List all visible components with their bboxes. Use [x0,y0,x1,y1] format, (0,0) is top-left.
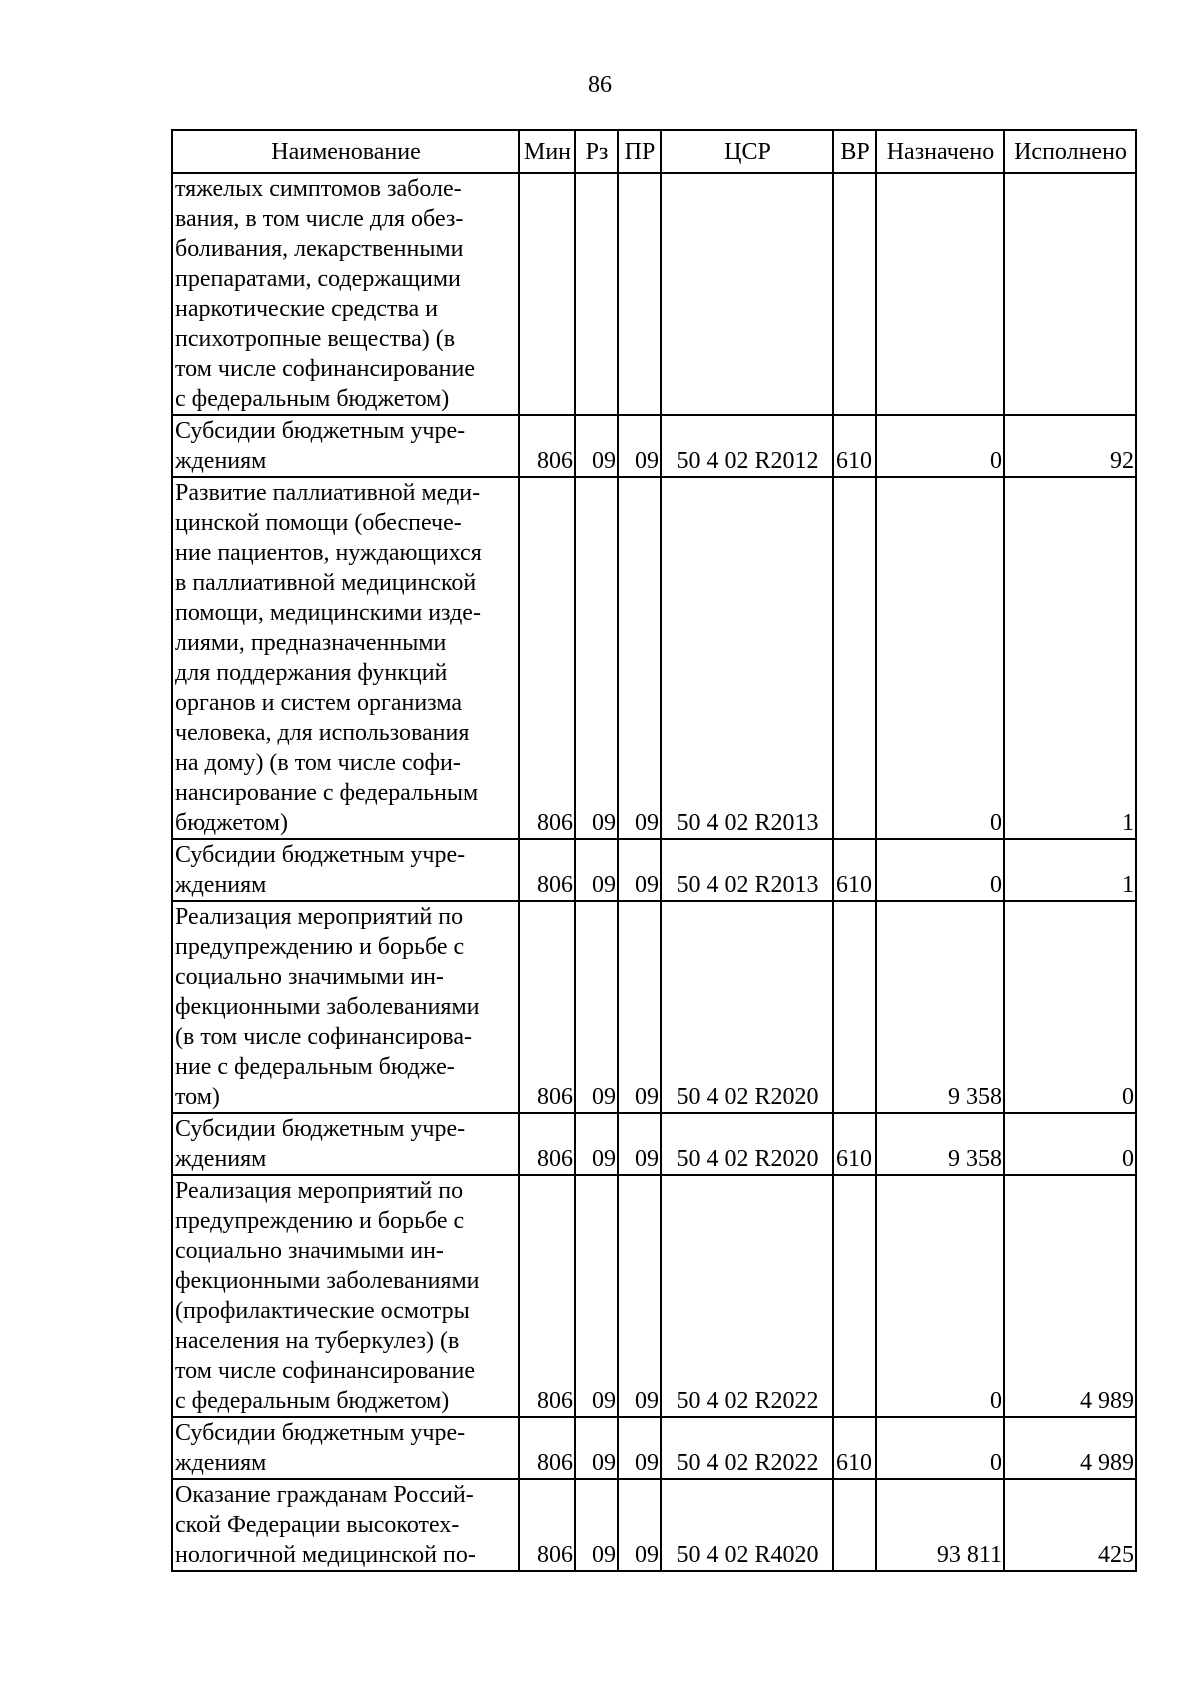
cell-name [172,1417,519,1479]
cell-vr [833,477,876,839]
name-line: предупреждению и борьбе с [175,1208,465,1234]
cell-name [172,415,519,477]
cell-rz: 09 [575,477,618,839]
name-line: на дому) (в том числе софи- [175,750,461,776]
header-name: Наименование [172,130,519,173]
cell-pr: 09 [618,1113,661,1175]
cell-rz: 09 [575,1417,618,1479]
cell-csr: 50 4 02 R2022 [661,1175,833,1417]
cell-executed: 1 [1004,839,1136,901]
header-assigned: Назначено [876,130,1004,173]
cell-assigned: 0 [876,477,1004,839]
cell-pr: 09 [618,477,661,839]
table-row [172,477,1136,839]
name-line: Реализация мероприятий по [175,904,464,930]
name-line: тяжелых симптомов заболе- [175,176,462,202]
cell-vr [833,173,876,415]
budget-execution-table [171,129,1137,1572]
name-line: Субсидии бюджетным учре- [175,1116,466,1142]
header-min: Мин [519,130,575,173]
cell-rz: 09 [575,1175,618,1417]
cell-vr: 610 [833,415,876,477]
cell-min: 806 [519,477,575,839]
name-line: ние пациентов, нуждающихся [175,540,482,566]
name-line: ние с федеральным бюдже- [175,1054,455,1080]
cell-assigned: 0 [876,1175,1004,1417]
cell-csr: 50 4 02 R2020 [661,1113,833,1175]
cell-rz [575,173,618,415]
cell-vr: 610 [833,1113,876,1175]
name-line: человека, для использования [175,720,470,746]
name-line: в паллиативной медицинской [175,570,477,596]
cell-rz: 09 [575,839,618,901]
cell-name [172,1479,519,1571]
cell-pr: 09 [618,1417,661,1479]
table-row [172,901,1136,1113]
name-line: ской Федерации высокотех- [175,1512,460,1538]
cell-min: 806 [519,1417,575,1479]
name-line: Субсидии бюджетным учре- [175,842,466,868]
cell-assigned: 0 [876,1417,1004,1479]
name-line: психотропные вещества) (в [175,326,456,352]
cell-name [172,901,519,1113]
header-csr: ЦСР [661,130,833,173]
name-line: Развитие паллиативной меди- [175,480,481,506]
name-line: Субсидии бюджетным учре- [175,1420,466,1446]
name-line: с федеральным бюджетом) [175,386,450,412]
cell-executed: 0 [1004,901,1136,1113]
cell-pr: 09 [618,839,661,901]
name-line: том числе софинансирование [175,356,475,382]
name-line: лиями, предназначенными [175,630,447,656]
cell-name [172,1175,519,1417]
cell-rz: 09 [575,1479,618,1571]
name-line: нологичной медицинской по- [175,1542,476,1568]
cell-min: 806 [519,901,575,1113]
name-line: цинской помощи (обеспече- [175,510,462,536]
table-row [172,173,1136,415]
cell-csr: 50 4 02 R2013 [661,477,833,839]
cell-executed: 92 [1004,415,1136,477]
header-executed: Исполнено [1004,130,1136,173]
name-line: ждениям [175,872,267,898]
table-row [172,1479,1136,1571]
cell-min: 806 [519,1479,575,1571]
cell-rz: 09 [575,415,618,477]
cell-name [172,477,519,839]
cell-csr: 50 4 02 R4020 [661,1479,833,1571]
name-line: вания, в том числе для обез- [175,206,464,232]
name-line: фекционными заболеваниями [175,994,480,1020]
header-pr: ПР [618,130,661,173]
cell-name [172,839,519,901]
header-rz: Рз [575,130,618,173]
cell-min: 806 [519,1113,575,1175]
name-line: с федеральным бюджетом) [175,1388,450,1414]
cell-vr [833,1479,876,1571]
cell-csr: 50 4 02 R2020 [661,901,833,1113]
cell-name [172,173,519,415]
name-line: (профилактические осмотры [175,1298,470,1324]
cell-assigned: 0 [876,415,1004,477]
name-line: населения на туберкулез) (в [175,1328,460,1354]
name-line: препаратами, содержащими [175,266,461,292]
cell-executed: 4 989 [1004,1175,1136,1417]
name-line: для поддержания функций [175,660,448,686]
name-line: том) [175,1084,220,1110]
cell-csr: 50 4 02 R2022 [661,1417,833,1479]
name-line: бюджетом) [175,810,288,836]
name-line: том числе софинансирование [175,1358,475,1384]
cell-name [172,1113,519,1175]
cell-pr [618,173,661,415]
name-line: нансирование с федеральным [175,780,479,806]
cell-csr: 50 4 02 R2013 [661,839,833,901]
cell-assigned: 9 358 [876,901,1004,1113]
header-row [172,130,1136,173]
cell-pr: 09 [618,415,661,477]
table-body [172,173,1136,1571]
cell-pr: 09 [618,901,661,1113]
name-line: социально значимыми ин- [175,1238,444,1264]
name-line: Реализация мероприятий по [175,1178,464,1204]
name-line: фекционными заболеваниями [175,1268,480,1294]
cell-csr [661,173,833,415]
cell-vr: 610 [833,839,876,901]
table-row [172,839,1136,901]
name-line: ждениям [175,1450,267,1476]
table-row [172,1175,1136,1417]
cell-vr: 610 [833,1417,876,1479]
cell-rz: 09 [575,1113,618,1175]
cell-min: 806 [519,839,575,901]
cell-executed: 425 [1004,1479,1136,1571]
table-row [172,415,1136,477]
cell-assigned [876,173,1004,415]
cell-vr [833,901,876,1113]
cell-assigned: 0 [876,839,1004,901]
name-line: Оказание гражданам Россий- [175,1482,474,1508]
name-line: социально значимыми ин- [175,964,444,990]
page-number: 86 [588,72,612,98]
name-line: ждениям [175,1146,267,1172]
name-line: органов и систем организма [175,690,462,716]
cell-executed [1004,173,1136,415]
cell-vr [833,1175,876,1417]
cell-pr: 09 [618,1175,661,1417]
cell-pr: 09 [618,1479,661,1571]
cell-executed: 1 [1004,477,1136,839]
table-row [172,1113,1136,1175]
cell-min: 806 [519,415,575,477]
cell-executed: 0 [1004,1113,1136,1175]
cell-executed: 4 989 [1004,1417,1136,1479]
cell-assigned: 93 811 [876,1479,1004,1571]
name-line: Субсидии бюджетным учре- [175,418,466,444]
name-line: (в том числе софинансирова- [175,1024,472,1050]
cell-rz: 09 [575,901,618,1113]
name-line: ждениям [175,448,267,474]
name-line: помощи, медицинскими изде- [175,600,481,626]
table-row [172,1417,1136,1479]
name-line: боливания, лекарственными [175,236,464,262]
cell-min [519,173,575,415]
cell-min: 806 [519,1175,575,1417]
name-line: наркотические средства и [175,296,438,322]
cell-assigned: 9 358 [876,1113,1004,1175]
cell-csr: 50 4 02 R2012 [661,415,833,477]
name-line: предупреждению и борьбе с [175,934,465,960]
header-vr: ВР [833,130,876,173]
